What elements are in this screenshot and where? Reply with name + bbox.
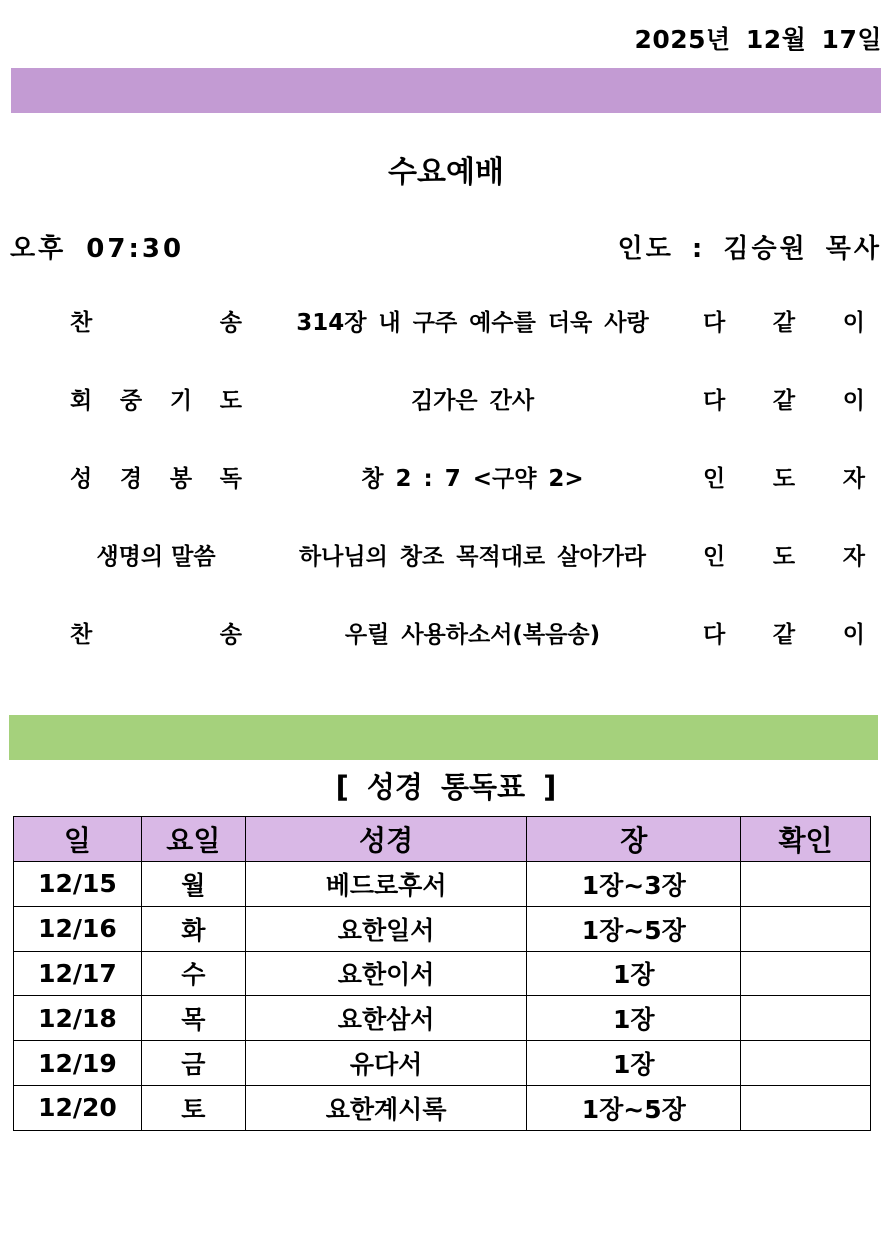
bulletin-date: 2025년 12월 17일: [634, 25, 882, 54]
order-participant-char: 다: [703, 310, 726, 336]
order-participant-char: 다: [703, 622, 726, 648]
order-item-char: 중: [119, 388, 143, 414]
table-header-row: [14, 817, 871, 862]
reading-table-title: [ 성경 통독표 ]: [335, 770, 557, 804]
cell-weekday: 목: [141, 996, 245, 1041]
order-item-char: 경: [119, 466, 143, 492]
order-content: 314장 내 구주 예수를 더욱 사랑: [296, 310, 649, 336]
cell-date: 12/17: [14, 951, 142, 996]
cell-weekday: 월: [141, 862, 245, 907]
cell-chapter: 1장~5장: [527, 906, 741, 951]
cell-book: 요한계시록: [245, 1085, 527, 1130]
cell-check[interactable]: [741, 906, 871, 951]
order-item-char: 성: [70, 466, 93, 492]
service-title: 수요예배: [388, 155, 504, 190]
order-item: [70, 382, 242, 415]
header-weekday: 요일: [141, 817, 245, 862]
order-row: [0, 616, 892, 656]
order-row: [0, 382, 892, 422]
cell-date: 12/19: [14, 1041, 142, 1086]
order-item-char: 기: [169, 388, 193, 414]
order-participant-char: 인: [703, 544, 726, 570]
service-leader: 인도 : 김승원 목사: [617, 234, 882, 264]
order-row: [0, 460, 892, 500]
purple-header-band: [11, 68, 881, 113]
cell-chapter: 1장: [527, 951, 741, 996]
order-item-char: 찬: [70, 622, 93, 648]
cell-chapter: 1장~5장: [527, 1085, 741, 1130]
order-participant-char: 자: [842, 466, 865, 492]
cell-check[interactable]: [741, 996, 871, 1041]
order-participant: [703, 382, 865, 415]
order-content: 하나님의 창조 목적대로 살아가라: [298, 544, 647, 570]
table-row: [14, 906, 871, 951]
order-participant-char: 이: [842, 622, 865, 648]
order-item-char: 회: [70, 388, 93, 414]
order-participant-char: 이: [842, 388, 865, 414]
order-participant-char: 다: [703, 388, 726, 414]
cell-weekday: 금: [141, 1041, 245, 1086]
order-content: 창 2 : 7 <구약 2>: [361, 466, 584, 492]
header-chapter: 장: [527, 817, 741, 862]
cell-date: 12/16: [14, 906, 142, 951]
header-check: 확인: [741, 817, 871, 862]
bible-reading-table: [13, 816, 871, 1131]
order-row: [0, 304, 892, 344]
table-row: [14, 1085, 871, 1130]
order-participant-char: 자: [842, 544, 865, 570]
table-row: [14, 862, 871, 907]
order-row: [0, 538, 892, 578]
cell-chapter: 1장: [527, 996, 741, 1041]
order-participant-char: 같: [772, 622, 796, 648]
order-item-char: 찬: [70, 310, 93, 336]
order-participant-char: 같: [772, 310, 796, 336]
green-divider-band: [9, 715, 878, 760]
order-item: [70, 460, 242, 493]
cell-check[interactable]: [741, 951, 871, 996]
cell-weekday: 수: [141, 951, 245, 996]
order-item: [70, 538, 242, 571]
order-item-char: 독: [219, 466, 242, 492]
service-time: 오후 07:30: [10, 234, 185, 264]
cell-weekday: 토: [141, 1085, 245, 1130]
table-row: [14, 1041, 871, 1086]
order-item: [70, 616, 242, 649]
cell-chapter: 1장: [527, 1041, 741, 1086]
order-content: 김가은 간사: [410, 388, 535, 414]
order-item-char: 송: [219, 310, 242, 336]
cell-book: 요한삼서: [245, 996, 527, 1041]
cell-book: 요한이서: [245, 951, 527, 996]
cell-check[interactable]: [741, 1085, 871, 1130]
cell-chapter: 1장~3장: [527, 862, 741, 907]
cell-book: 요한일서: [245, 906, 527, 951]
table-row: [14, 951, 871, 996]
order-item-char: 도: [219, 388, 242, 414]
order-item-char: 봉: [169, 466, 193, 492]
order-participant: [703, 538, 865, 571]
order-item: [70, 304, 242, 337]
header-day: 일: [14, 817, 142, 862]
cell-check[interactable]: [741, 1041, 871, 1086]
order-item-char: 생명의 말씀: [96, 544, 216, 570]
header-book: 성경: [245, 817, 527, 862]
cell-date: 12/20: [14, 1085, 142, 1130]
cell-book: 유다서: [245, 1041, 527, 1086]
cell-weekday: 화: [141, 906, 245, 951]
order-item-char: 송: [219, 622, 242, 648]
cell-date: 12/15: [14, 862, 142, 907]
order-participant: [703, 304, 865, 337]
order-participant-char: 도: [772, 466, 796, 492]
order-participant: [703, 616, 865, 649]
cell-book: 베드로후서: [245, 862, 527, 907]
order-content: 우릴 사용하소서(복음송): [344, 622, 601, 648]
table-row: [14, 996, 871, 1041]
order-participant-char: 같: [772, 388, 796, 414]
order-participant: [703, 460, 865, 493]
cell-date: 12/18: [14, 996, 142, 1041]
order-participant-char: 이: [842, 310, 865, 336]
cell-check[interactable]: [741, 862, 871, 907]
order-participant-char: 도: [772, 544, 796, 570]
order-participant-char: 인: [703, 466, 726, 492]
